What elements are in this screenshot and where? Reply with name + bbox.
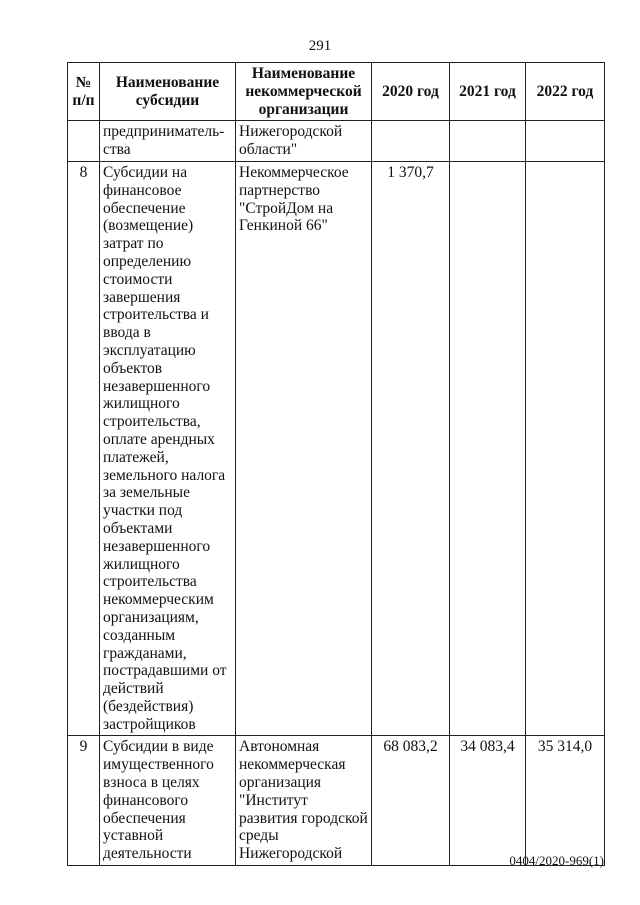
row-org: Нижегородской области" xyxy=(236,121,372,162)
header-org: Наименование некоммерческой организации xyxy=(236,63,372,121)
row-org: Автономная некоммерческая организация "Институт развития городской среды Нижегородской xyxy=(236,736,372,866)
document-code: 0404/2020-969(1) xyxy=(509,853,604,868)
row-2021 xyxy=(450,121,526,162)
header-subsidy: Наименование субсидии xyxy=(100,63,236,121)
row-subsidy: Субсидии в виде имущественного взноса в целях финансового обеспечения уставной деятельности xyxy=(100,736,236,866)
header-2021: 2021 год xyxy=(450,63,526,121)
row-2021 xyxy=(450,161,526,736)
row-2022 xyxy=(526,161,605,736)
table-header-row xyxy=(68,63,605,121)
row-2020: 1 370,7 xyxy=(372,161,450,736)
header-2022: 2022 год xyxy=(526,63,605,121)
header-num: № п/п xyxy=(68,63,100,121)
table-row xyxy=(68,161,605,736)
row-2021: 34 083,4 xyxy=(450,736,526,866)
row-org: Некоммерческое партнерство "СтройДом на Генкиной 66" xyxy=(236,161,372,736)
row-subsidy: Субсидии на финансовое обеспечение (возмещение) затрат по определению стоимости завершения строительства и ввода в эксплуатацию объектов незавершенного жилищного строительства, оплате арендных платежей, земельного налога за земельные участки под объектами незавершенного жилищного строительства некоммерческим организациям, созданным гражданами, пострадавшими от действий (бездействия) застройщиков xyxy=(100,161,236,736)
row-num: 8 xyxy=(68,161,100,736)
subsidy-table xyxy=(67,62,605,866)
row-subsidy: предприниматель- ства xyxy=(100,121,236,162)
row-2022 xyxy=(526,121,605,162)
row-num: 9 xyxy=(68,736,100,866)
row-2022: 35 314,0 xyxy=(526,736,605,866)
table-row xyxy=(68,736,605,866)
page-number: 291 xyxy=(308,38,332,54)
row-num xyxy=(68,121,100,162)
row-2020: 68 083,2 xyxy=(372,736,450,866)
header-2020: 2020 год xyxy=(372,63,450,121)
row-2020 xyxy=(372,121,450,162)
table-row xyxy=(68,121,605,162)
